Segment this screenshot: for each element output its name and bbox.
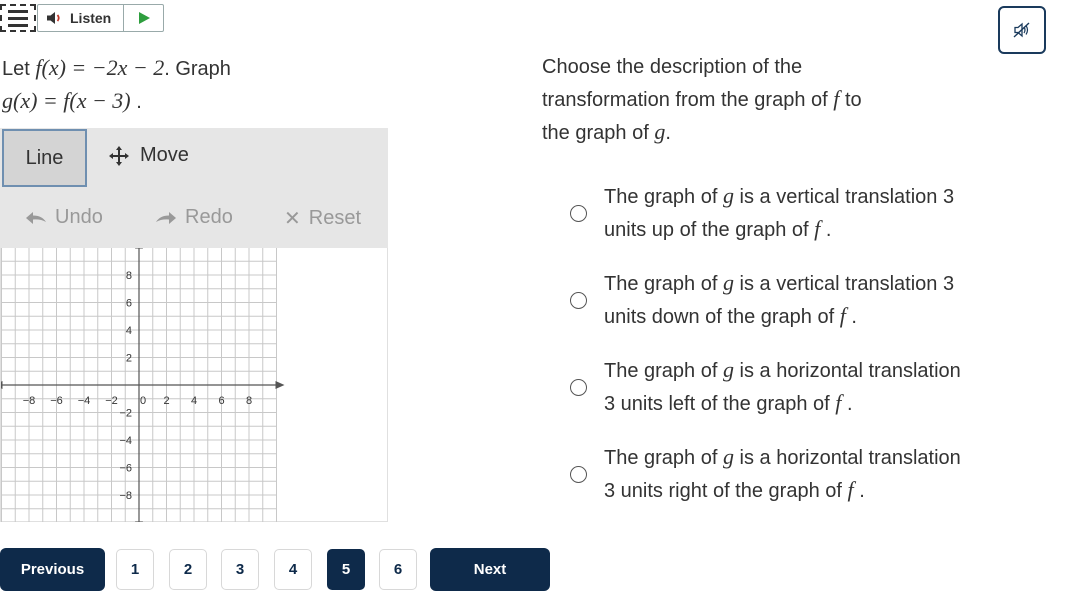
line-tool-button[interactable]: Line: [2, 129, 87, 187]
listen-label: Listen: [70, 10, 112, 26]
choice-option-3[interactable]: The graph of g is a horizontal translation 3 units left of the graph of f .: [570, 354, 1010, 420]
radio-button[interactable]: [570, 205, 587, 222]
undo-icon: [25, 211, 47, 225]
play-button[interactable]: [124, 5, 163, 31]
x-axis-arrow-left: [1, 381, 3, 389]
radio-button[interactable]: [570, 292, 587, 309]
x-tick-label: −6: [50, 395, 63, 407]
y-tick-label: 6: [125, 297, 132, 310]
listen-widget[interactable]: [37, 4, 164, 32]
x-tick-label: −8: [22, 395, 36, 407]
y-tick-label: 8: [125, 270, 132, 282]
graph-canvas[interactable]: [0, 248, 388, 522]
y-axis-arrow-up: [135, 248, 143, 249]
question-prompt-right: Choose the description of the transformation from the graph of f to the graph of g.: [542, 56, 862, 144]
page-button-5[interactable]: 5: [327, 549, 365, 590]
question-prompt-left: Let f(x) = −2x − 2. Graph g(x) = f(x − 3) .: [2, 55, 231, 113]
choice-option-4[interactable]: The graph of g is a horizontal translation 3 units right of the graph of f .: [570, 441, 1010, 507]
menu-button[interactable]: [0, 4, 36, 32]
page-button-2[interactable]: 2: [169, 549, 207, 590]
page-button-6[interactable]: 6: [379, 549, 417, 590]
x-tick-label: 4: [190, 395, 198, 407]
x-tick-label: 2: [163, 395, 170, 407]
x-tick-label: 0: [139, 395, 147, 407]
move-icon: [108, 145, 130, 167]
speaker-icon: [46, 11, 64, 25]
coordinate-grid[interactable]: [1, 248, 389, 522]
next-button[interactable]: Next: [430, 548, 550, 591]
y-axis-arrow-down: [135, 522, 143, 523]
redo-button[interactable]: Redo: [155, 206, 233, 229]
choice-option-1[interactable]: The graph of g is a vertical translation 3 units up of the graph of f .: [570, 180, 1010, 246]
reset-button[interactable]: ✕ Reset: [284, 207, 362, 230]
radio-button[interactable]: [570, 466, 587, 483]
page-button-3[interactable]: 3: [221, 549, 259, 590]
undo-button[interactable]: Undo: [25, 206, 103, 229]
close-icon: ✕: [284, 208, 301, 230]
x-tick-label: −4: [77, 395, 91, 407]
x-tick-label: −2: [105, 395, 118, 407]
menu-icon: [8, 10, 28, 13]
y-tick-label: 2: [125, 352, 132, 365]
g-definition: g(x) = f(x − 3): [2, 88, 131, 113]
previous-button[interactable]: Previous: [0, 548, 105, 591]
x-axis-arrow-right: [276, 381, 285, 389]
x-tick-label: 6: [218, 395, 225, 407]
x-tick-label: 8: [245, 395, 253, 407]
y-tick-label: −4: [119, 435, 132, 447]
page-button-1[interactable]: 1: [116, 549, 154, 590]
y-tick-label: 4: [125, 325, 132, 337]
y-tick-label: −2: [119, 407, 132, 420]
graph-toolbar: [0, 128, 388, 248]
move-tool-button[interactable]: Move: [108, 144, 189, 167]
muted-speaker-icon: [1013, 22, 1031, 38]
play-icon: [137, 11, 151, 25]
y-tick-label: −6: [119, 462, 132, 475]
listen-button[interactable]: [38, 5, 124, 31]
radio-button[interactable]: [570, 379, 587, 396]
page-button-4[interactable]: 4: [274, 549, 312, 590]
y-tick-label: −8: [119, 490, 132, 502]
mute-button[interactable]: [998, 6, 1046, 54]
choice-option-2[interactable]: The graph of g is a vertical translation 3 units down of the graph of f .: [570, 267, 1010, 333]
f-definition: f(x) = −2x − 2: [35, 55, 165, 80]
redo-icon: [155, 211, 177, 225]
